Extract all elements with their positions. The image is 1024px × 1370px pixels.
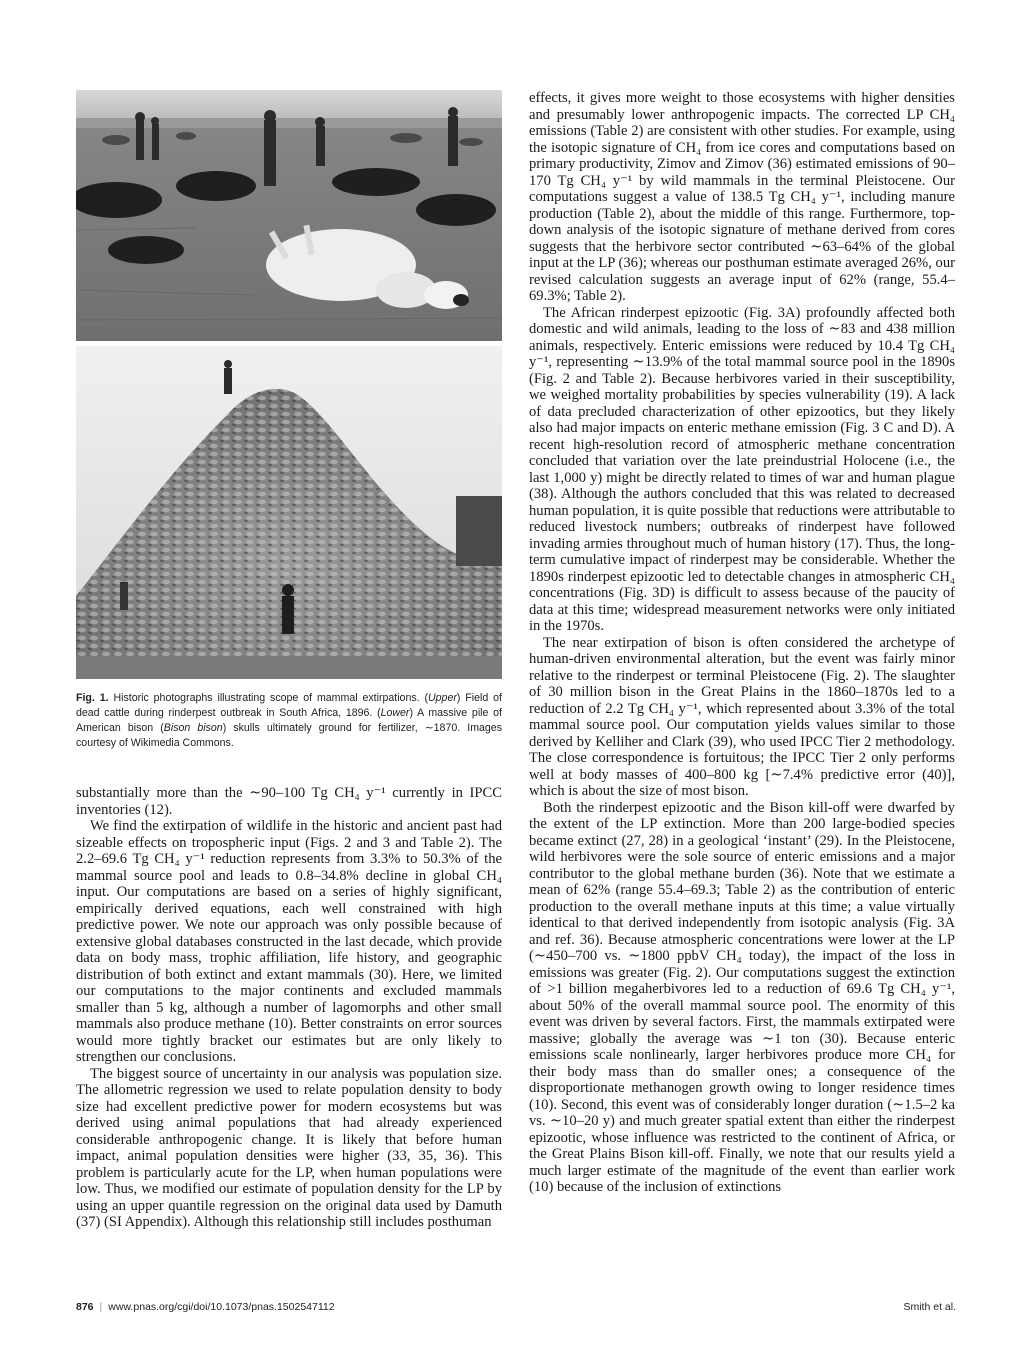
caption-upper: Upper <box>428 692 457 704</box>
caption-text: Historic photographs illustrating scope of mammal extirpations. ( <box>108 692 429 704</box>
doi-link[interactable]: www.pnas.org/cgi/doi/10.1073/pnas.1502547112 <box>108 1301 335 1313</box>
page-number: 876 <box>76 1301 94 1313</box>
paragraph: Both the rinderpest epizootic and the Bison kill-off were dwarfed by the extent of the LP extinction. More than 200 large-bodied species became extinct (27, 28) in a geological ‘instant’ (29). In the Pleistocene, wild herbivores were the sole source of enteric emissions and a major contributor to the global methane burden (36). Note that we estimate a mean of 62% (range 55.4–69.3; Table 2) as the contribution of enteric production to the overall methane inputs at this time; a value virtually identical to that derived independently from isotopic analysis (Fig. 3A and ref. 36). Because atmospheric concentrations were lower at the LP (∼450–700 vs. ∼1800 ppbV CH₄ today), the impact of the loss in emissions was greater (Fig. 2). Our computations suggest the extinction of >1 billion megaherbivores led to a reduction of 69.6 Tg CH₄ y⁻¹, about 50% of the overall mammal source pool. The enormity of this event was driven by several factors. First, the mammals extirpated were massive; globally the average was ∼1 ton (30). Because enteric emissions scale nonlinearly, larger herbivores produce more CH₄ for their body mass than do smaller ones; a consequence of the disproportionate methanogen growth owing to longer residence times (10). Second, this event was of considerably longer duration (∼1.5–2 ka vs. ∼10–20 y) and much greater spatial extent than either the rinderpest epizootic, whose influence was restricted to the continent of Africa, or the Great Plains Bison kill-off. Finally, we note that our results yield a much larger estimate of the magnitude of the event than earlier work (10) because of the inclusion of extinctions <box>529 799 955 1195</box>
right-column <box>529 90 955 1196</box>
paragraph: The biggest source of uncertainty in our analysis was population size. The allometric regression we used to relate population density to body size had excellent predictive power for modern ecosystems but was derived using animal populations that had already experienced considerable anthropogenic change. It is likely that before human impact, animal population densities were higher (33, 35, 36). This problem is particularly acute for the LP, when human populations were low. Thus, we modified our estimate of population density for the LP by using an upper quantile regression on the original data used by Damuth (37) (SI Appendix). Although this relationship still includes posthuman <box>76 1065 502 1230</box>
caption-text: ) Field of dead cattle during rinderpest outbreak in South Africa, 1896. ( <box>76 692 502 719</box>
photo-bison-skulls <box>76 346 502 679</box>
page-footer: 876 | www.pnas.org/cgi/doi/10.1073/pnas.1502547112 Smith et al. <box>76 1301 956 1313</box>
caption-species: Bison bison <box>163 722 223 734</box>
caption-lower: Lower <box>380 707 410 719</box>
paragraph: The African rinderpest epizootic (Fig. 3A) profoundly affected both domestic and wild animals, leading to the loss of ∼83 and 438 million animals, respectively. Enteric emissions were reduced by 10.4 Tg CH₄ y⁻¹, representing ∼13.9% of the total mammal source pool in the 1890s (Fig. 2 and Table 2). Because herbivores varied in their susceptibility, we weighed mortality probabilities by species vulnerability (19). A lack of data precluded characterization of other epizootics, but they likely also had major impacts on enteric methane emission (Fig. 3 C and D). A recent high-resolution record of atmospheric methane concentration concluded that variation over the late preindustrial Holocene (i.e., the last 1,000 y) might be directly related to times of war and human plague (38). Although the authors concluded that this was related to decreased human population, it is quite possible that reductions were attributable to reduced livestock numbers; outbreaks of rinderpest have followed invading armies throughout much of human history (17). Thus, the long-term cumulative impact of rinderpest may be considerable. Whether the 1890s rinderpest epizootic led to detectable changes in atmospheric CH₄ concentrations (Fig. 3D) is difficult to assess because of the paucity of data at this time; widespread measurement networks were only initiated in the 1970s. <box>529 304 955 634</box>
caption-label: Fig. 1. <box>76 692 109 704</box>
caption-text: ) skulls ultimately ground for fertilizer, ∼1870. Images courtesy of Wikimedia Commons. <box>76 722 502 749</box>
paragraph: effects, it gives more weight to those ecosystems with higher densities and presumably lower anthropogenic impacts. The corrected LP CH₄ emissions (Table 2) are consistent with other studies. For example, using the isotopic signature of CH₄ from ice cores and computations based on primary productivity, Zimov and Zimov (36) estimated emissions of 90–170 Tg CH₄ y⁻¹ by wild mammals in the terminal Pleistocene. Our computations suggest a value of 138.5 Tg CH₄ y⁻¹, including manure production (Table 2), about the middle of this range. Furthermore, top-down analysis of the isotopic signature of methane derived from cores suggests that the herbivore sector contributed ∼63–64% of the global input at the LP (36); whereas our posthuman estimate averaged 26%, our revised calculation suggests an average input of 62% (range, 55.4–69.3%; Table 2). <box>529 90 955 304</box>
left-column <box>76 90 502 1231</box>
figure-1 <box>76 90 502 751</box>
authors: Smith et al. <box>903 1301 956 1313</box>
paragraph: We find the extirpation of wildlife in the historic and ancient past had sizeable effects on tropospheric input (Figs. 2 and 3 and Table 2). The 2.2–69.6 Tg CH₄ y⁻¹ reduction represents from 3.3% to 50.3% of the mammal source pool and leads to 0.8–34.8% decline in global CH₄ input. Our computations are based on a series of highly significant, empirically derived equations, each well constrained with high predictive power. We note our approach was only possible because of extensive global databases constructed in the last decade, which provide data on body mass, trophic affiliation, life history, and geographic distribution of both extinct and extant mammals (30). Here, we limited our computations to the major continents and excluded mammals smaller than 5 kg, although a number of lagomorphs and other small mammals also produce methane (10). Better constraints on error sources would more tightly bracket our estimates but are only likely to strengthen our conclusions. <box>76 818 502 1065</box>
figure-caption <box>76 691 502 751</box>
caption-text: ) A massive pile of American bison ( <box>76 707 502 734</box>
paragraph: The near extirpation of bison is often considered the archetype of human-driven environmental alteration, but the event was fairly minor relative to the rinderpest or terminal Pleistocene (Fig. 2). The slaughter of 30 million bison in the Great Plains in the 1860–1870s led to a reduction of 2.2 Tg CH₄ y⁻¹, which represented about 3.3% of the total mammal source pool. Our computation yields values similar to those derived by Kelliher and Clark (39), who used IPCC Tier 2 methodology. The close correspondence is fortuitous; the IPCC Tier 2 only performs well at body masses of 400–800 kg [∼7.4% predictive error (40)], which is about the size of most bison. <box>529 634 955 799</box>
photo-dead-cattle <box>76 90 502 341</box>
paragraph: substantially more than the ∼90–100 Tg CH₄ y⁻¹ currently in IPCC inventories (12). <box>76 785 502 818</box>
